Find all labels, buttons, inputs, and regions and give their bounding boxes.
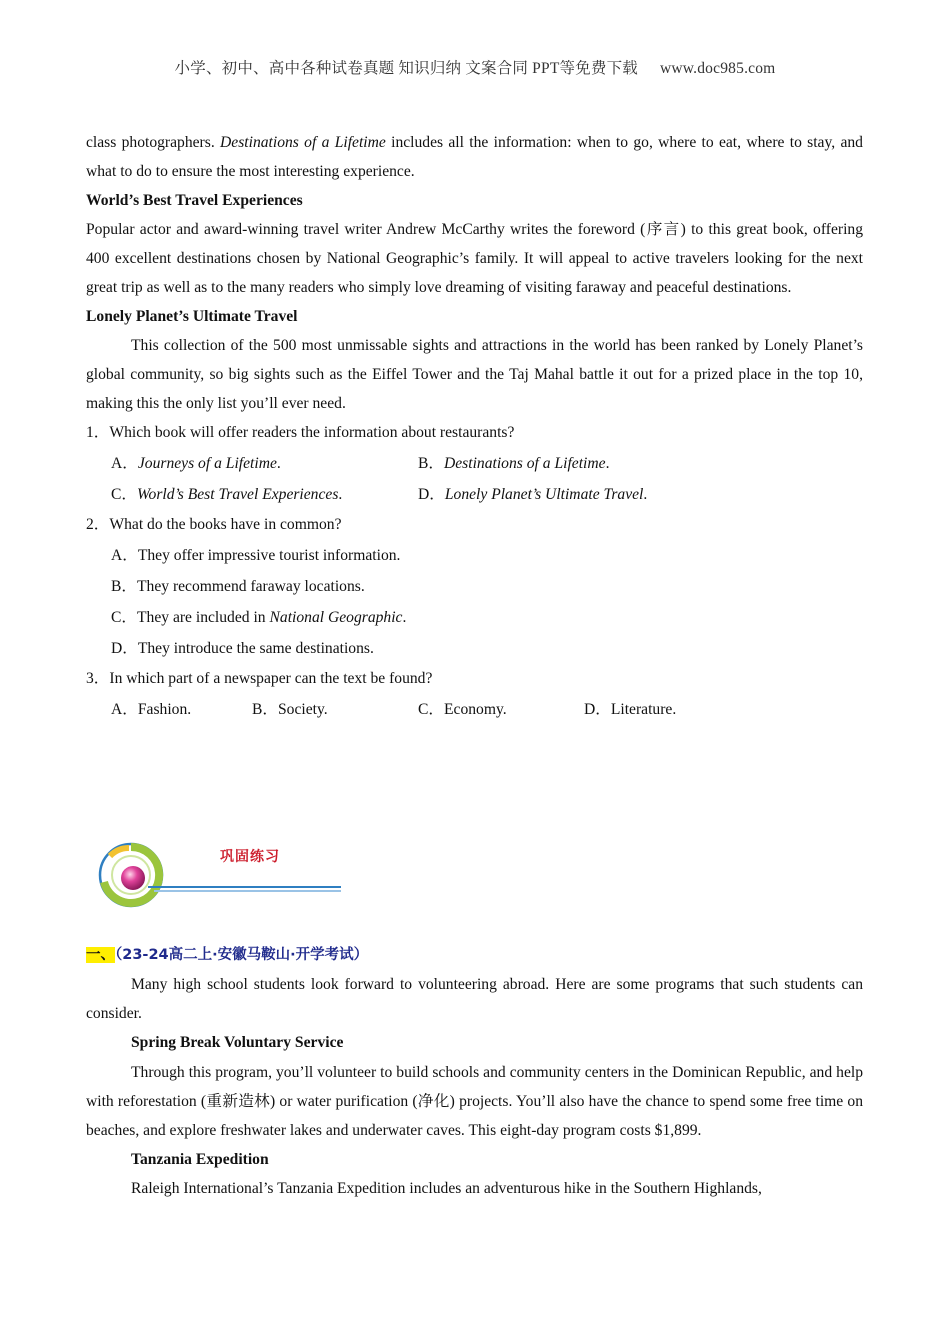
section-source: （23-24高二上·安徽马鞍山·开学考试） xyxy=(115,947,369,963)
question-1-option-d[interactable]: D．Lonely Planet’s Ultimate Travel. xyxy=(418,486,648,503)
book3-description: This collection of the 500 most unmissable sights and attractions in the world has been ranked by Lonely Planet’s global community, so big sights such as the Eiffel Tower and the Taj Mahal battle it out for a prized place in the top 10, making this the only list you’ll ever need. xyxy=(86,337,863,412)
question-3-option-b[interactable]: B．Society. xyxy=(252,701,328,718)
program-1-description: Through this program, you’ll volunteer to build schools and community centers in the Dominican Republic, and help with reforestation (重新造林) or water purification (净化) projects. You’ll also have the chance to spend some free time on beaches, and explore freshwater lakes and underwater caves. This eight-day program costs $1,899. xyxy=(86,1063,863,1140)
book3-heading: Lonely Planet’s Ultimate Travel xyxy=(86,308,298,325)
question-1-options-row-1 xyxy=(86,448,863,479)
section-1 xyxy=(86,940,863,1204)
question-1-stem: 1．Which book will offer readers the information about restaurants? xyxy=(86,424,515,441)
question-1-option-b[interactable]: B．Destinations of a Lifetime. xyxy=(418,455,610,472)
question-3-options-row xyxy=(86,694,863,725)
program-2-description: Raleigh International’s Tanzania Expedition includes an adventurous hike in the Southern Highlands, xyxy=(131,1180,762,1198)
question-2-stem: 2．What do the books have in common? xyxy=(86,516,342,533)
section-1-intro: Many high school students look forward to volunteering abroad. Here are some programs that such students can consider. xyxy=(86,976,863,1023)
question-1-option-a[interactable]: A．Journeys of a Lifetime. xyxy=(111,455,281,472)
question-3-option-d[interactable]: D．Literature. xyxy=(584,701,677,718)
section-1-heading xyxy=(86,940,863,970)
book2-heading: World’s Best Travel Experiences xyxy=(86,192,303,209)
emblem-pink-ball-icon xyxy=(121,866,145,890)
program-1-heading: Spring Break Voluntary Service xyxy=(131,1034,344,1052)
passage-intro: class photographers. Destinations of a Lifetime includes all the information: when to go, where to eat, where to stay, and what to do to ensure the most interesting experience. xyxy=(86,134,863,180)
question-3-stem: 3．In which part of a newspaper can the text be found? xyxy=(86,670,433,687)
question-2-option-b[interactable]: B．They recommend faraway locations. xyxy=(111,578,365,595)
question-2-option-d[interactable]: D．They introduce the same destinations. xyxy=(111,640,374,657)
section-number: 一、 xyxy=(86,947,115,963)
question-1-options-row-2 xyxy=(86,479,863,510)
page-header xyxy=(0,56,950,78)
reading-passage xyxy=(86,128,863,725)
question-3-option-c[interactable]: C．Economy. xyxy=(418,701,507,718)
book2-description: Popular actor and award-winning travel writer Andrew McCarthy writes the foreword (序言) to this great book, offering 400 excellent destinations chosen by National Geographic’s family. It will appeal to active travelers looking for the next great trip as well as to the many readers who simply love dreaming of visiting faraway and peaceful destinations. xyxy=(86,221,863,296)
header-url[interactable]: www.doc985.com xyxy=(659,60,776,77)
question-3-option-a[interactable]: A．Fashion. xyxy=(111,701,192,718)
header-text: 小学、初中、高中各种试卷真题 知识归纳 文案合同 PPT等免费下载 xyxy=(174,60,638,77)
program-2-heading: Tanzania Expedition xyxy=(131,1151,269,1169)
question-2-option-c[interactable]: C．They are included in National Geographic. xyxy=(111,609,407,626)
question-2-option-a[interactable]: A．They offer impressive tourist information. xyxy=(111,547,401,564)
book-title-destinations: Destinations of a Lifetime xyxy=(220,134,386,151)
practice-banner-title: 巩固练习 xyxy=(220,849,280,865)
question-1-option-c[interactable]: C．World’s Best Travel Experiences. xyxy=(111,486,343,503)
